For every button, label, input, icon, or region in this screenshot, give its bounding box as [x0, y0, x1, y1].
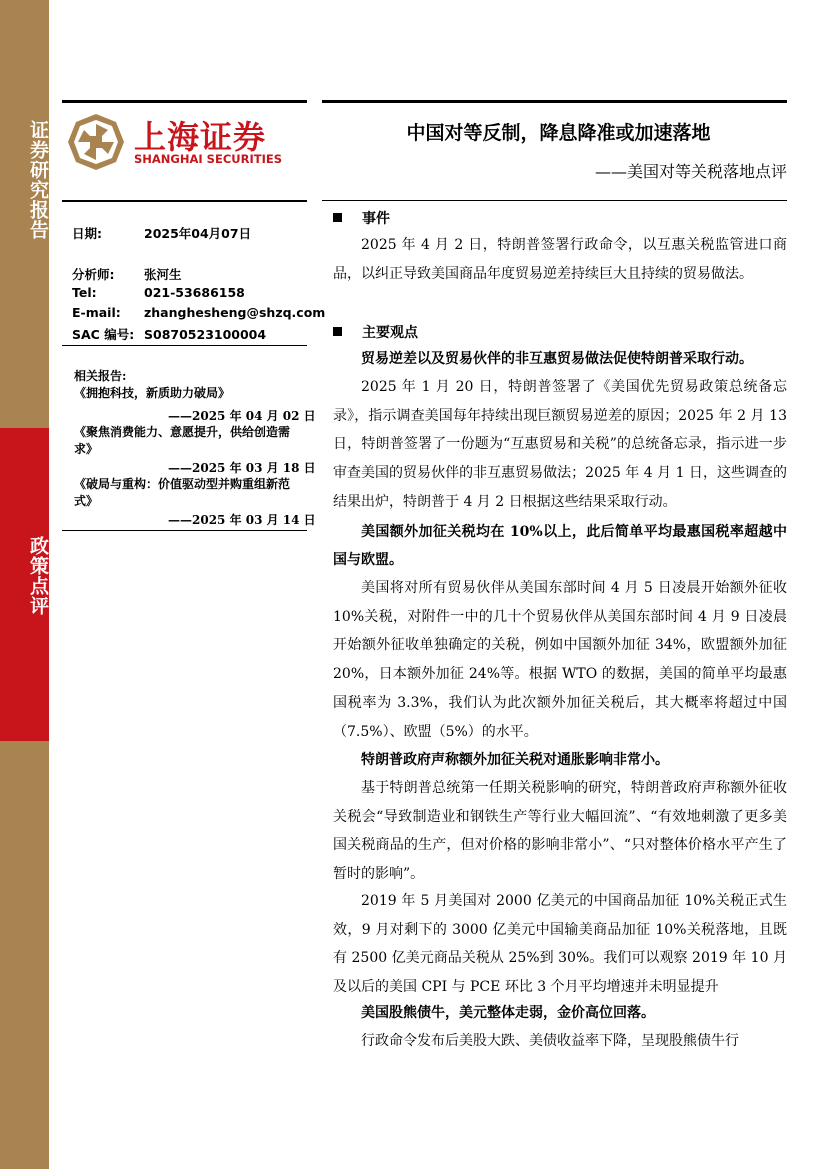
- point-title: 美国股熊债牛，美元整体走弱，金价高位回落。: [361, 1005, 655, 1021]
- sac-value: S0870523100004: [144, 327, 267, 342]
- point-title: 特朗普政府声称额外加征关税对通胀影响非常小。: [361, 752, 669, 768]
- header-rule-right: [322, 100, 787, 103]
- point-paragraph: 美国将对所有贸易伙伴从美国东部时间 4 月 5 日凌晨开始额外征收 10%关税，对附件一中的几十个贸易伙伴从美国东部时间 4 月 9 日凌晨开始额外征收单独确定的关税，例如中国额外加征 34%，欧盟额外加征 20%，日本额外加征 24%等。根据 WTO 的数据，美国的简单平均最惠国税率为 3.3%，我们认为此次额外加征关税后，其大概率将超过中国（7.5%）、欧盟（5%）的水平。: [333, 580, 787, 740]
- event-paragraph: 2025 年 4 月 2 日，特朗普签署行政命令，以互惠关税监管进口商品，以纠正导致美国商品年度贸易逆差持续巨大且持续的贸易做法。: [333, 237, 787, 282]
- bullet-square-icon: [333, 213, 342, 222]
- bullet-square-icon: [333, 327, 342, 336]
- email-value: zhanghesheng@shzq.com: [144, 305, 326, 320]
- date-value: 2025年04月07日: [144, 226, 252, 241]
- date-label: 日期:: [72, 226, 102, 241]
- analyst-label: 分析师:: [72, 267, 115, 282]
- logo-emblem-icon: [66, 112, 126, 172]
- related-report-date: ——2025 年 03 月 18 日: [168, 461, 316, 475]
- analyst-value: 张河生: [144, 267, 182, 282]
- views-heading: 主要观点: [333, 322, 418, 342]
- point-title: 美国额外加征关税均在 10%以上，此后简单平均最惠国税率超越中国与欧盟。: [333, 524, 787, 568]
- point-paragraph: 2019 年 5 月美国对 2000 亿美元的中国商品加征 10%关税正式生效，9 月对剩下的 3000 亿美元中国输美商品加征 10%关税落地，且既有 2500 亿美元商品关税从 25%到 30%。我们可以观察 2019 年 10 月及以后的美国 CPI 与 PCE 环比 3 个月平均增速并未明显提升: [333, 893, 787, 996]
- point-paragraph: 2025 年 1 月 20 日，特朗普签署了《美国优先贸易政策总统备忘录》，指示调查美国每年持续出现巨额贸易逆差的原因；2025 年 2 月 13 日，特朗普签署了一份题为“互惠贸易和关税”的总统备忘录，指示进一步审查美国的贸易伙伴的非互惠贸易做法；2025 年 4 月 1 日，这些调查的结果出炉，特朗普于 4 月 2 日根据这些结果采取行动。: [333, 379, 787, 510]
- sac-label: SAC 编号:: [72, 327, 135, 342]
- sac-row: [72, 325, 266, 343]
- related-report-date: ——2025 年 04 月 02 日: [168, 409, 316, 423]
- email-label: E-mail:: [72, 305, 121, 320]
- tel-row: [72, 285, 245, 300]
- side-bar-bottom: [0, 741, 49, 1169]
- related-reports-heading: 相关报告:: [74, 369, 127, 383]
- point-paragraph: 基于特朗普总统第一任期关税影响的研究，特朗普政府声称额外征收关税会“导致制造业和钢铁生产等行业大幅回流”、“有效地刺激了更多美国关税商品的生产，但对价格的影响非常小”、“只对整体价格水平产生了暂时的影响”。: [333, 780, 787, 883]
- related-report-title[interactable]: 《聚焦消费能力、意愿提升，供给创造需求》: [74, 425, 291, 456]
- info-rule-top: [62, 200, 307, 202]
- email-row: [72, 305, 325, 320]
- side-label-category: 政策点评: [27, 536, 49, 616]
- info-rule-bottom: [62, 530, 307, 531]
- header-rule-left: [62, 100, 307, 103]
- tel-value: 021-53686158: [144, 285, 245, 300]
- related-report-title[interactable]: 《破局与重构：价值驱动型并购重组新范式》: [74, 477, 291, 508]
- related-report-title[interactable]: 《拥抱科技，新质助力破局》: [74, 386, 231, 400]
- company-logo: [66, 112, 296, 174]
- logo-text-cn: 上海证券: [134, 118, 267, 156]
- related-report-date: ——2025 年 03 月 14 日: [168, 513, 316, 527]
- main-rule-top: [322, 200, 787, 201]
- point-title: 贸易逆差以及贸易伙伴的非互惠贸易做法促使特朗普采取行动。: [361, 351, 753, 367]
- report-subtitle: ——美国对等关税落地点评: [594, 162, 787, 181]
- point-paragraph: 行政命令发布后美股大跌、美债收益率下降，呈现股熊债牛行: [361, 1033, 739, 1049]
- tel-label: Tel:: [72, 285, 97, 300]
- analyst-row: [72, 265, 182, 283]
- side-label-report-type: 证券研究报告: [27, 120, 49, 240]
- info-rule-middle: [62, 345, 307, 346]
- event-heading: 事件: [333, 208, 390, 228]
- report-title: 中国对等反制，降息降准或加速落地: [406, 122, 711, 144]
- date-row: [72, 224, 251, 242]
- logo-text-en: SHANGHAI SECURITIES: [134, 152, 282, 166]
